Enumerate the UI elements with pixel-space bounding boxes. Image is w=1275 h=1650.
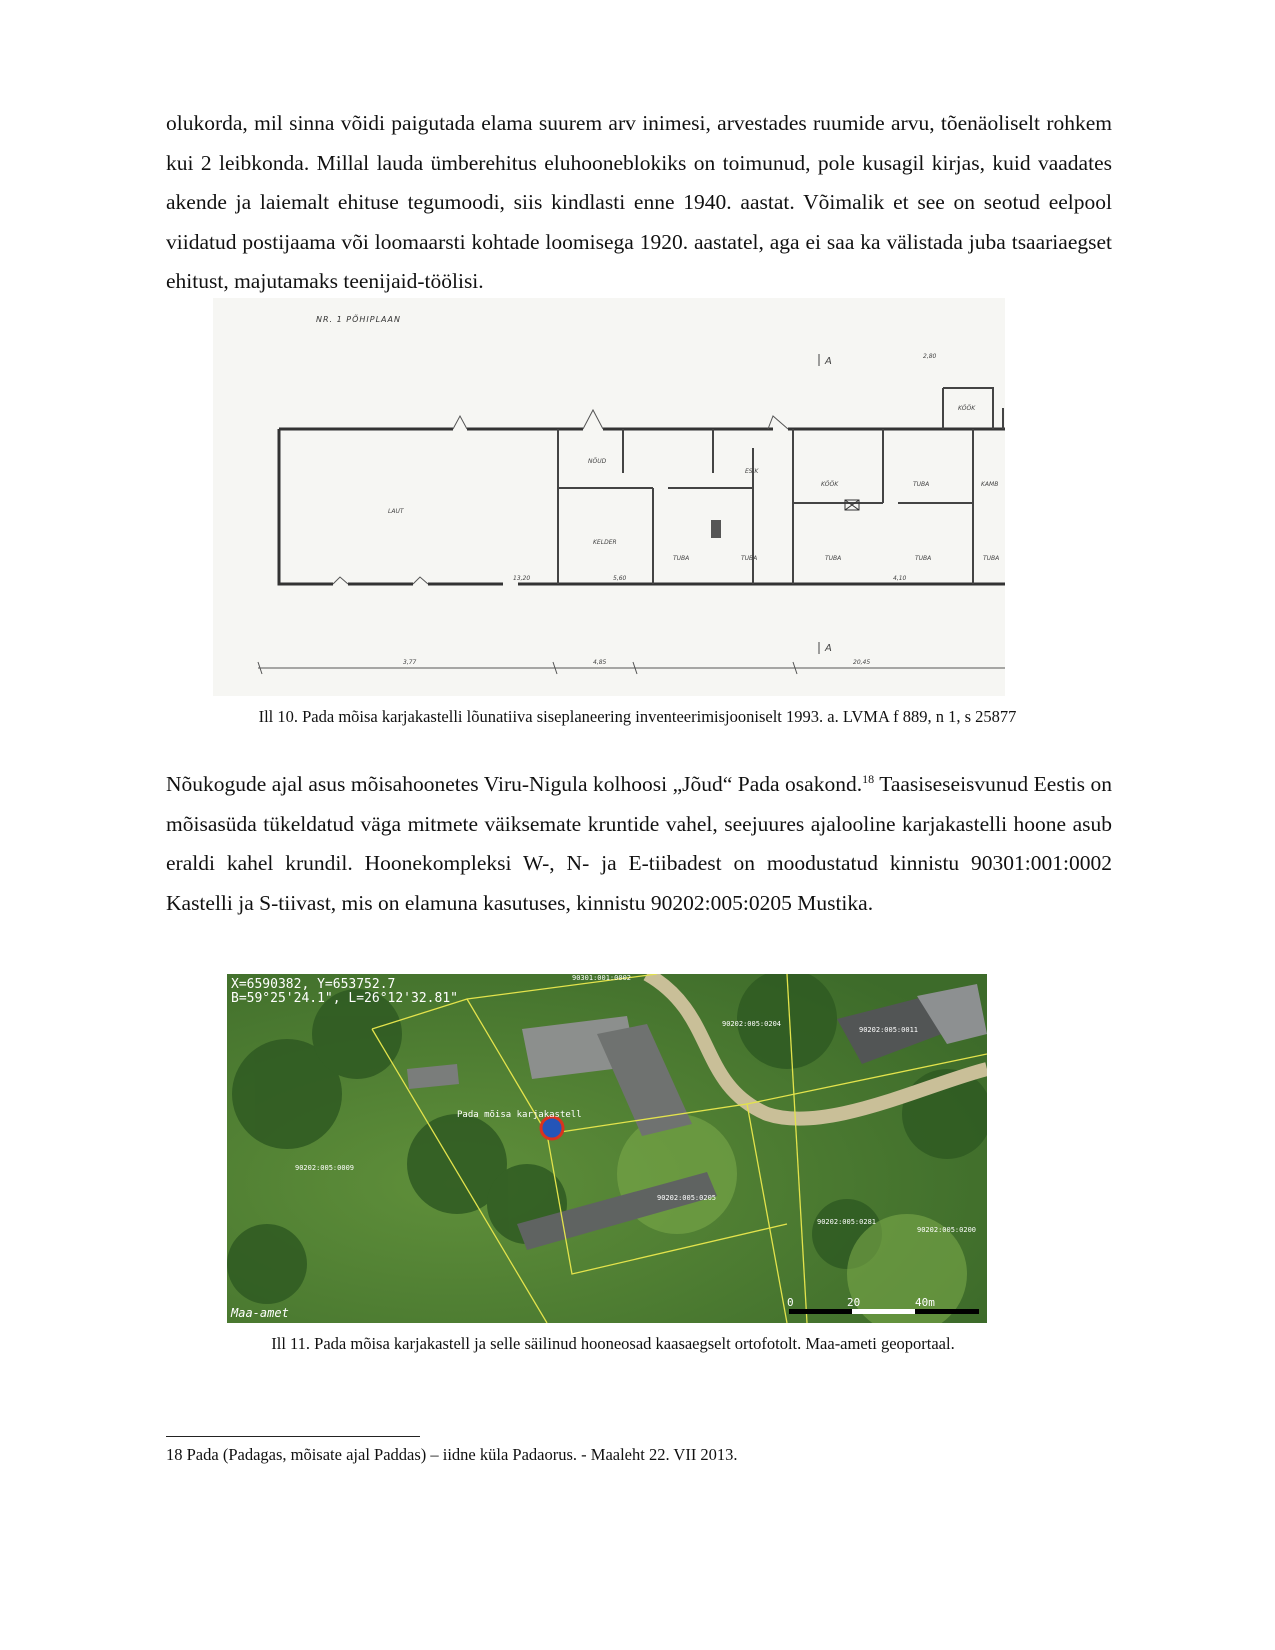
- room-label: TUBA: [913, 481, 930, 488]
- footnote: 18 Pada (Padagas, mõisate ajal Paddas) – iidne küla Padaorus. - Maaleht 22. VII 2013.: [166, 1445, 738, 1464]
- room-label: KAMB: [981, 481, 999, 488]
- room-label: KÖÖK: [821, 481, 839, 488]
- body-paragraph-2: [166, 765, 1112, 923]
- parcel-label: 90202:005:0204: [722, 1020, 782, 1028]
- plan-title: NR. 1 PÕHIPLAAN: [316, 315, 401, 324]
- coordinates-xy: X=6590382, Y=653752.7: [231, 977, 396, 992]
- dimension-label: 4,85: [593, 659, 607, 666]
- section-mark-top: A: [825, 356, 832, 367]
- paragraph-text: Taasiseseisvunud Eestis on mõisasüda tükeldatud väga mitmete väiksemate kruntide vahel, seejuures ajalooline karjakastelli hoone asub eraldi kahel krundil. Hoonekompleksi W-, N- ja E-tiibadest on moodustatud kinnistu 90301:001:0002 Kastelli ja S-tiivast, mis on elamuna kasutuses, kinnistu 90202:005:0205 Mustika.: [166, 772, 1112, 915]
- parcel-label: 90301:001:0002: [572, 974, 632, 982]
- dimension-label: 2,80: [923, 353, 937, 360]
- parcel-label: 90202:005:0281: [817, 1218, 877, 1226]
- coordinates-bl: B=59°25'24.1", L=26°12'32.81": [231, 991, 458, 1006]
- room-label: KÖÖK: [958, 405, 976, 412]
- parcel-label: 90202:005:0009: [295, 1164, 355, 1172]
- room-label: TUBA: [825, 555, 842, 562]
- room-label: NÕUD: [588, 458, 607, 465]
- section-mark-bottom: A: [825, 643, 832, 654]
- dimension-label: 3,77: [403, 659, 417, 666]
- maa-amet-watermark: Maa-amet: [231, 1306, 289, 1320]
- paragraph-text: Nõukogude ajal asus mõisahoonetes Viru-Nigula kolhoosi „Jõud“ Pada osakond.: [166, 772, 863, 796]
- body-paragraph-1: olukorda, mil sinna võidi paigutada elama suurem arv inimesi, arvestades ruumide arvu, tõenäoliselt rohkem kui 2 leibkonda. Millal lauda ümberehitus eluhooneblokiks on toimunud, pole kusagil kirjas, kuid vaadates akende ja laiemalt ehituse tegumoodi, siis kindlasti enne 1940. aastat. Võimalik et see on seotud eelpool viidatud postijaama või loomaarsti kohtade loomisega 1920. aastatel, aga ei saa ka välistada juba tsaariaegset ehitust, majutamaks teenijaid-töölisi.: [166, 111, 1112, 293]
- room-label: TUBA: [983, 555, 1000, 562]
- scale-label: 20: [847, 1296, 861, 1309]
- dimension-label: 4,10: [893, 575, 907, 582]
- footnote-reference[interactable]: 18: [862, 771, 875, 786]
- room-label: TUBA: [915, 555, 932, 562]
- footnote-separator: [166, 1436, 420, 1437]
- room-label: TUBA: [673, 555, 690, 562]
- dimension-label: 20,45: [853, 659, 871, 666]
- room-label: TUBA: [741, 555, 758, 562]
- figure-caption-10: Ill 10. Pada mõisa karjakastelli lõunatiiva siseplaneering inventeerimisjooniselt 1993. a. LVMA f 889, n 1, s 25877: [258, 707, 1017, 726]
- dimension-label: 5,60: [613, 575, 627, 582]
- scale-label: 0: [787, 1296, 794, 1309]
- floor-plan-drawing: [213, 298, 1005, 696]
- marker-label: Pada mõisa karjakastell: [457, 1110, 582, 1120]
- orthophoto-map: [227, 974, 987, 1323]
- dimension-label: 13,20: [513, 575, 531, 582]
- floor-plan-figure: [213, 298, 1005, 696]
- parcel-label: 90202:005:0205: [657, 1194, 717, 1202]
- figure-caption-11: Ill 11. Pada mõisa karjakastell ja selle säilinud hooneosad kaasaegselt ortofotolt. Maa-ameti geoportaal.: [271, 1334, 955, 1353]
- room-label: KELDER: [593, 539, 617, 546]
- parcel-label: 90202:005:0011: [859, 1026, 919, 1034]
- orthophoto-figure: [227, 974, 987, 1323]
- parcel-label: 90202:005:0200: [917, 1226, 977, 1234]
- scale-label: 40m: [915, 1296, 935, 1309]
- room-label: LAUT: [388, 508, 404, 515]
- room-label: ESIK: [745, 468, 759, 475]
